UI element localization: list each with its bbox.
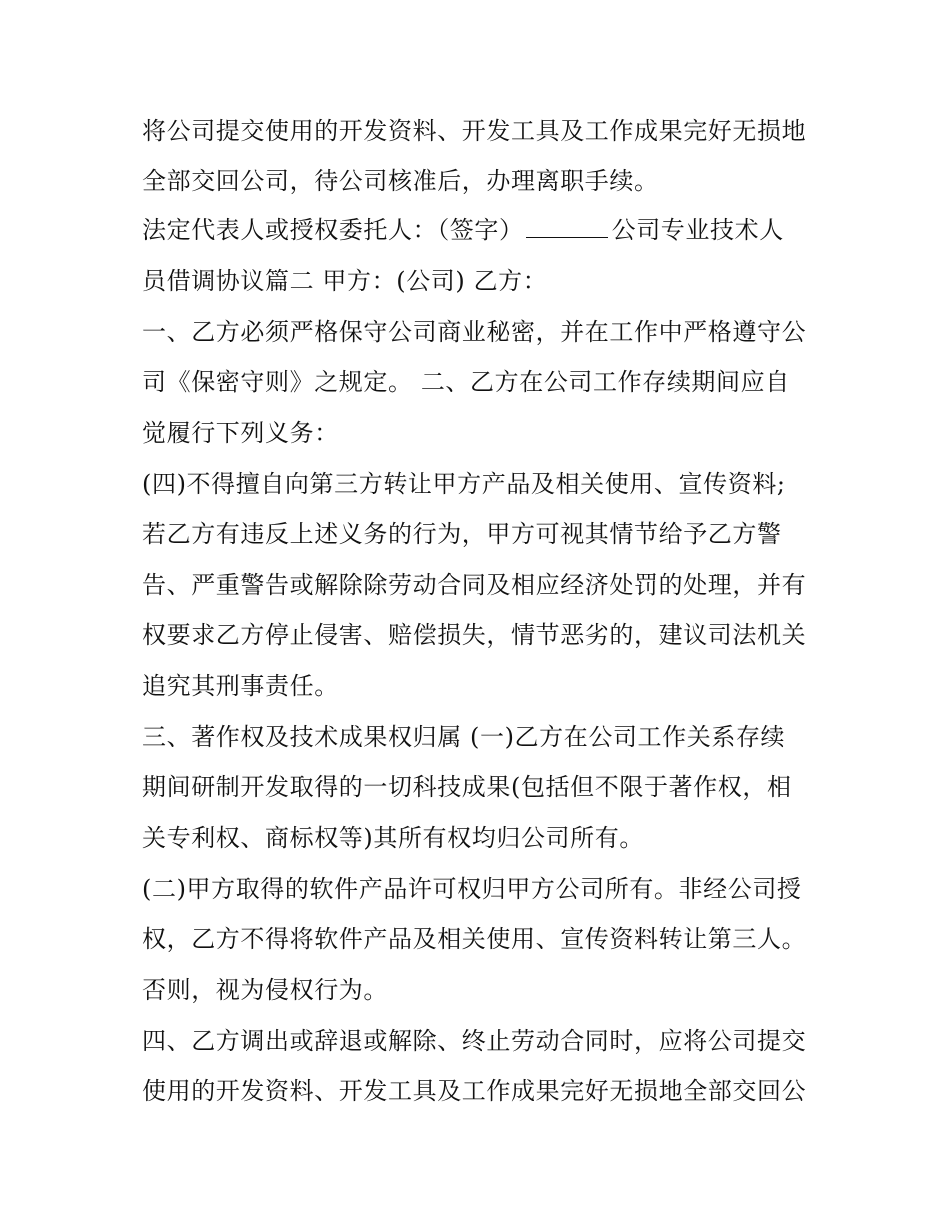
text-line-5: 一、乙方必须严格保守公司商业秘密，并在工作中严格遵守公 (142, 318, 807, 346)
text-line-13: 三、著作权及技术成果权归属 (一)乙方在公司工作关系存续 (142, 723, 786, 751)
signature-label: 法定代表人或授权委托人：（签字） (142, 216, 524, 244)
text-line-4: 员借调协议篇二 甲方：(公司) 乙方： (142, 267, 548, 295)
text-line-10: 告、严重警告或解除除劳动合同及相应经济处罚的处理，并有 (142, 571, 807, 599)
text-line-3-tail: 公司专业技术人 (611, 216, 784, 244)
text-line-15: 关专利权、商标权等)其所有权均归公司所有。 (142, 824, 644, 852)
text-line-11: 权要求乙方停止侵害、赔偿损失，情节恶劣的，建议司法机关 (142, 621, 807, 649)
text-line-9: 若乙方有违反上述义务的行为，甲方可视其情节给予乙方警 (142, 520, 782, 548)
text-line-3 (142, 215, 822, 245)
text-line-17: 权，乙方不得将软件产品及相关使用、宣传资料转让第三人。 (142, 925, 807, 953)
text-line-12: 追究其刑事责任。 (142, 672, 339, 700)
text-line-1: 将公司提交使用的开发资料、开发工具及工作成果完好无损地 (142, 117, 807, 145)
text-line-8: (四)不得擅自向第三方转让甲方产品及相关使用、宣传资料; (142, 470, 786, 498)
text-line-18: 否则，视为侵权行为。 (142, 976, 388, 1004)
text-line-16: (二)甲方取得的软件产品许可权归甲方公司所有。非经公司授 (142, 875, 802, 903)
text-line-20: 使用的开发资料、开发工具及工作成果完好无损地全部交回公 (142, 1077, 807, 1105)
text-line-19: 四、乙方调出或辞退或解除、终止劳动合同时，应将公司提交 (142, 1027, 807, 1055)
text-line-6: 司《保密守则》之规定。 二、乙方在公司工作存续期间应自 (142, 368, 790, 396)
signature-blank (526, 215, 608, 238)
text-line-2: 全部交回公司，待公司核准后，办理离职手续。 (142, 167, 659, 195)
text-line-7: 觉履行下列义务： (142, 419, 339, 447)
text-line-14: 期间研制开发取得的一切科技成果(包括但不限于著作权，相 (142, 773, 792, 801)
